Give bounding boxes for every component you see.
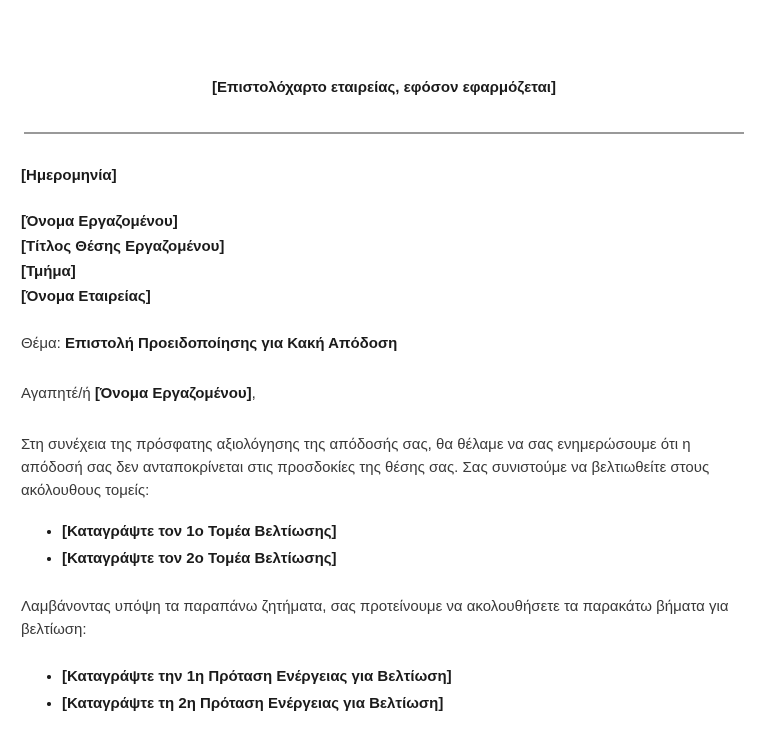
department-line: [Τμήμα] bbox=[21, 263, 76, 280]
improvement-area-text-2: [Καταγράψτε τον 2ο Τομέα Βελτίωσης] bbox=[62, 550, 337, 567]
subject-title: Επιστολή Προειδοποίησης για Κακή Απόδοση bbox=[65, 335, 398, 352]
improvement-area-item-1 bbox=[62, 520, 747, 543]
action-suggestion-text-2: [Καταγράψτε τη 2η Πρόταση Ενέργειας για Βελτίωση] bbox=[62, 695, 444, 712]
action-suggestion-text-1: [Καταγράψτε την 1η Πρόταση Ενέργειας για Βελτίωση] bbox=[62, 668, 452, 685]
action-suggestion-item-1 bbox=[62, 665, 747, 688]
greeting-prefix: Αγαπητέ/ή bbox=[21, 385, 95, 402]
greeting-comma: , bbox=[251, 385, 256, 402]
divider-rule bbox=[24, 132, 744, 134]
date-placeholder: [Ημερομηνία] bbox=[21, 167, 117, 184]
intro-paragraph: Στη συνέχεια της πρόσφατης αξιολόγησης της απόδοσής σας, θα θέλαμε να σας ενημερώσουμε ότι η απόδοσή σας δεν ανταποκρίνεται στις προσδοκίες της θέσης σας. Σας συνιστούμε να βελτιωθείτε στους ακόλουθους τομείς: bbox=[21, 436, 710, 499]
improvement-area-item-2 bbox=[62, 547, 747, 570]
subject-line bbox=[21, 332, 747, 355]
recipient-block bbox=[21, 209, 747, 309]
letterhead-placeholder: [Επιστολόχαρτο εταιρείας, εφόσον εφαρμόζεται] bbox=[212, 79, 556, 96]
action-suggestion-item-2 bbox=[62, 692, 747, 715]
job-title-line: [Τίτλος Θέσης Εργαζομένου] bbox=[21, 238, 225, 255]
steps-paragraph: Λαμβάνοντας υπόψη τα παραπάνω ζητήματα, σας προτείνουμε να ακολουθήσετε τα παρακάτω βήματα για βελτίωση: bbox=[21, 598, 729, 638]
improvement-area-text-1: [Καταγράψτε τον 1ο Τομέα Βελτίωσης] bbox=[62, 523, 337, 540]
improvement-areas-list bbox=[21, 520, 747, 570]
greeting-employee-name: [Όνομα Εργαζομένου] bbox=[94, 385, 252, 402]
employee-name-line: [Όνομα Εργαζομένου] bbox=[21, 213, 178, 230]
company-name-line: [Όνομα Εταιρείας] bbox=[21, 288, 151, 305]
action-suggestions-list bbox=[21, 665, 747, 715]
greeting-line bbox=[21, 382, 747, 405]
subject-label: Θέμα: bbox=[21, 335, 66, 352]
